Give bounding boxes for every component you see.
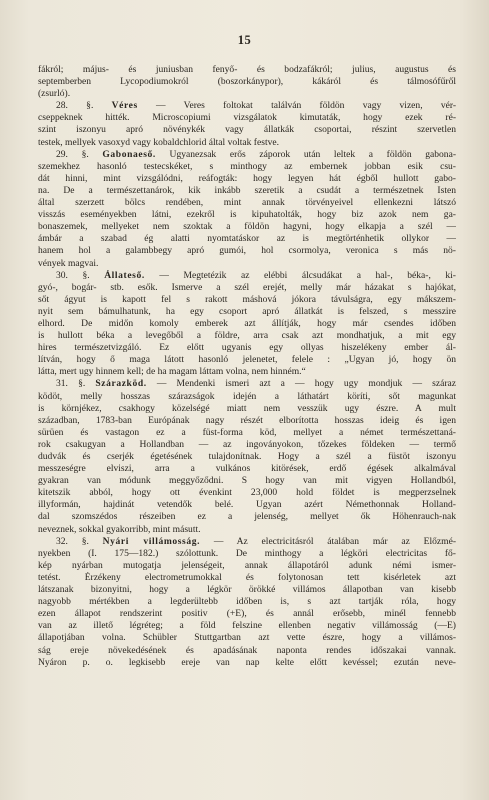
paragraph-section-30 bbox=[38, 270, 456, 379]
text-fragment: — Veres foltokat találván földön vagy vizen, vér- bbox=[137, 100, 456, 112]
body-text bbox=[38, 64, 456, 669]
text-line: testek, mellyek vasoxyd vagy kobaldchlorid által voltak festve. bbox=[38, 136, 279, 148]
section-number: 29. §. bbox=[56, 148, 89, 160]
text-line: kép nyárban mutogatja jelenségeit, annak állapotáról adunk némi ismer- bbox=[38, 559, 456, 571]
text-line: században, 1783-ban Európának nagy részét elborította hosszas ideig és igen bbox=[38, 414, 456, 426]
text-line: illyformán, hajdinát vetendők belé. Ugyan azért Némethonnak Holland- bbox=[38, 499, 456, 511]
text-line: is hullott béka a levegőből a földre, arra csak azt mondhatjuk, a mit egy bbox=[38, 330, 456, 342]
section-number: 32. §. bbox=[56, 535, 89, 547]
section-title: Nyári villámosság. bbox=[102, 535, 201, 547]
section-title: Szárazköd. bbox=[95, 378, 147, 390]
text-line: Nyáron p. o. legkisebb ereje van nap kelte előtt kevéssel; ezután neve- bbox=[38, 656, 456, 668]
paragraph-continuation bbox=[38, 64, 456, 100]
paragraph-section-31 bbox=[38, 378, 456, 535]
section-number: 30. §. bbox=[56, 269, 90, 281]
text-line: dal szomszédos részeiben ez a jelenség, mellyet ők Höhenrauch-nak bbox=[38, 511, 456, 523]
text-fragment: — Megtetézik az elébbi álcsudákat a hal-, béka-, ki- bbox=[144, 269, 456, 281]
text-line bbox=[38, 378, 456, 390]
section-title: Véres bbox=[111, 100, 138, 112]
text-line: lítván, hogy ő maga látott hasonló jelenetet, felele : „Ugyan jó, hogy ön bbox=[38, 354, 456, 366]
text-line: szint iszonyu apró növénykék vagy állatkák csoportai, részint szervetlen bbox=[38, 124, 456, 136]
text-line: neveznek, sokkal gyakorribb, mint másutt. bbox=[38, 523, 201, 535]
text-line: ság ereje növekedésének és apadásának naponta rendes időszakai vannak. bbox=[38, 644, 456, 656]
section-title: Gabonaeső. bbox=[102, 148, 156, 160]
text-line: nyit sem bámulhatunk, ha egy csoport apró állatkát is felszed, s messzire bbox=[38, 305, 456, 317]
section-number: 31. §. bbox=[56, 378, 86, 390]
paragraph-section-29 bbox=[38, 149, 456, 270]
text-line: által szerzett bölcs rendében, mint annak törvényeivel ellenkezni látszó bbox=[38, 197, 456, 209]
text-line bbox=[38, 100, 456, 112]
text-line: dát hinni, mint vizsgálódni, reáfogták: hogy legyen hát égből hullott gabo- bbox=[38, 172, 456, 184]
text-line bbox=[38, 149, 456, 161]
text-line: sőt ágyut is kapott fel s rakott máshová jókora távulságra, egy mákszem- bbox=[38, 293, 456, 305]
text-line: gyakran van módunk meggyőződni. S hogy van mit vigyen Hollandból, bbox=[38, 475, 456, 487]
text-line: szemekhez hasonló testecskéket, s minthogy az embernek jobban esik csu- bbox=[38, 160, 456, 172]
text-line: hanem hol a galambbegy apró gumói, hol csormolya, veronica s más nö- bbox=[38, 245, 456, 257]
text-line bbox=[38, 270, 456, 282]
text-line: ámbár a szabad ég alatti nyomtatáskor az is megtörténhetik ollykor — bbox=[38, 233, 456, 245]
text-line: van az illető légréteg; a föld felszine ellenben negativ villámosság (—E) bbox=[38, 620, 456, 632]
section-title: Állateső. bbox=[104, 269, 145, 281]
text-line: visszás eseményekben látni, ezekről is kipuhatolták, hogy biz azok nem ga- bbox=[38, 209, 456, 221]
paragraph-section-28 bbox=[38, 100, 456, 148]
text-line: elhord. De midőn komoly emberek azt állítják, hogy már csendes időben bbox=[38, 317, 456, 329]
paragraph-section-32 bbox=[38, 536, 456, 669]
text-line: septemberben Lycopodiumokról (boszorkánypor), kákáról és tálmosófűről bbox=[38, 76, 456, 88]
section-number: 28. §. bbox=[56, 100, 94, 112]
text-fragment: — Mendenki ismeri azt a — hogy ugy mondjuk — száraz bbox=[146, 378, 456, 390]
text-line: cseppeknek hitték. Microscopiumi vizsgálatok kimutaták, hogy ezek ré- bbox=[38, 112, 456, 124]
text-fragment: — Az electricitásról átalában már az Előzmé- bbox=[200, 535, 456, 547]
text-line: látszanak bizonyitni, hogy a légkör örökké villámos állapotban van kisebb bbox=[38, 584, 456, 596]
text-line: dudvák és cserjék égetésének tulajdonítnak. Hogy a szél a füstöt iszonyu bbox=[38, 451, 456, 462]
text-line: állapotjában volna. Schübler Stuttgartban azt vette észre, hogy a villámos- bbox=[38, 632, 456, 644]
text-line: gyó-, bogár- stb. esők. Ismerve a szél erejét, melly már házakat s hajókat, bbox=[38, 281, 456, 293]
text-line: rok csakugyan a Hollandban — az ingoványokon, tőzekes földeken — termő bbox=[38, 438, 456, 450]
page-number: 15 bbox=[237, 33, 252, 47]
text-line: látta, mert ugy hinnem kell; de ha magam láttam volna, nem hinném.“ bbox=[38, 366, 306, 378]
text-line: kitetszik abból, hogy ott évenkint 23,000 hold földet is megperzselnek bbox=[38, 487, 456, 499]
text-line: fákról; május- és juniusban fenyő- és bodzafákról; julius, augustus és bbox=[38, 64, 456, 75]
text-line bbox=[38, 536, 456, 548]
text-line: messzeségre elviszi, arra a vulkános kitörések, erdő égések alkalmával bbox=[38, 463, 456, 475]
text-line: sürüen és vastagon ez a füst-forma köd, mellyet a német természettaná- bbox=[38, 426, 456, 438]
text-line: hires természetvizgáló. Ez előtt ugyanis egy ollyas hiszelékeny ember ál- bbox=[38, 342, 456, 354]
text-line: ezen állapot rendszerint positiv (+E), és annál erősebb, minél fennebb bbox=[38, 608, 456, 620]
text-line: ködöt, melly hosszas szárazságok idején a láthatárt köríti, sőt magunkat bbox=[38, 390, 456, 402]
text-line: is körnjékez, csakhogy közelségé miatt nem vesszük ugy észre. A mult bbox=[38, 402, 456, 414]
text-line: tetést. Érzékeny electrometrumokkal és folytonosan tett kisérletek azt bbox=[38, 571, 456, 583]
text-line: (zsurló). bbox=[38, 88, 71, 100]
text-line: nagyobb mértékben a legderültebb időben is, s azt tartják róla, hogy bbox=[38, 596, 456, 608]
text-line: na. De a természettanárok, kik inkább szeretik a csudát a természetnek Isten bbox=[38, 184, 456, 196]
text-line: vények magvai. bbox=[38, 257, 99, 269]
text-fragment: Ugyanezsak erős záporok után leltek a földön gabona- bbox=[155, 148, 456, 160]
text-line: nyekben (I. 175—182.) szólottunk. De minthogy a légköri electricitas fő- bbox=[38, 547, 456, 559]
text-line: bonaszemek, mellyeket nem szoktak a földön hagyni, hogy elkapja a szél — bbox=[38, 221, 456, 233]
